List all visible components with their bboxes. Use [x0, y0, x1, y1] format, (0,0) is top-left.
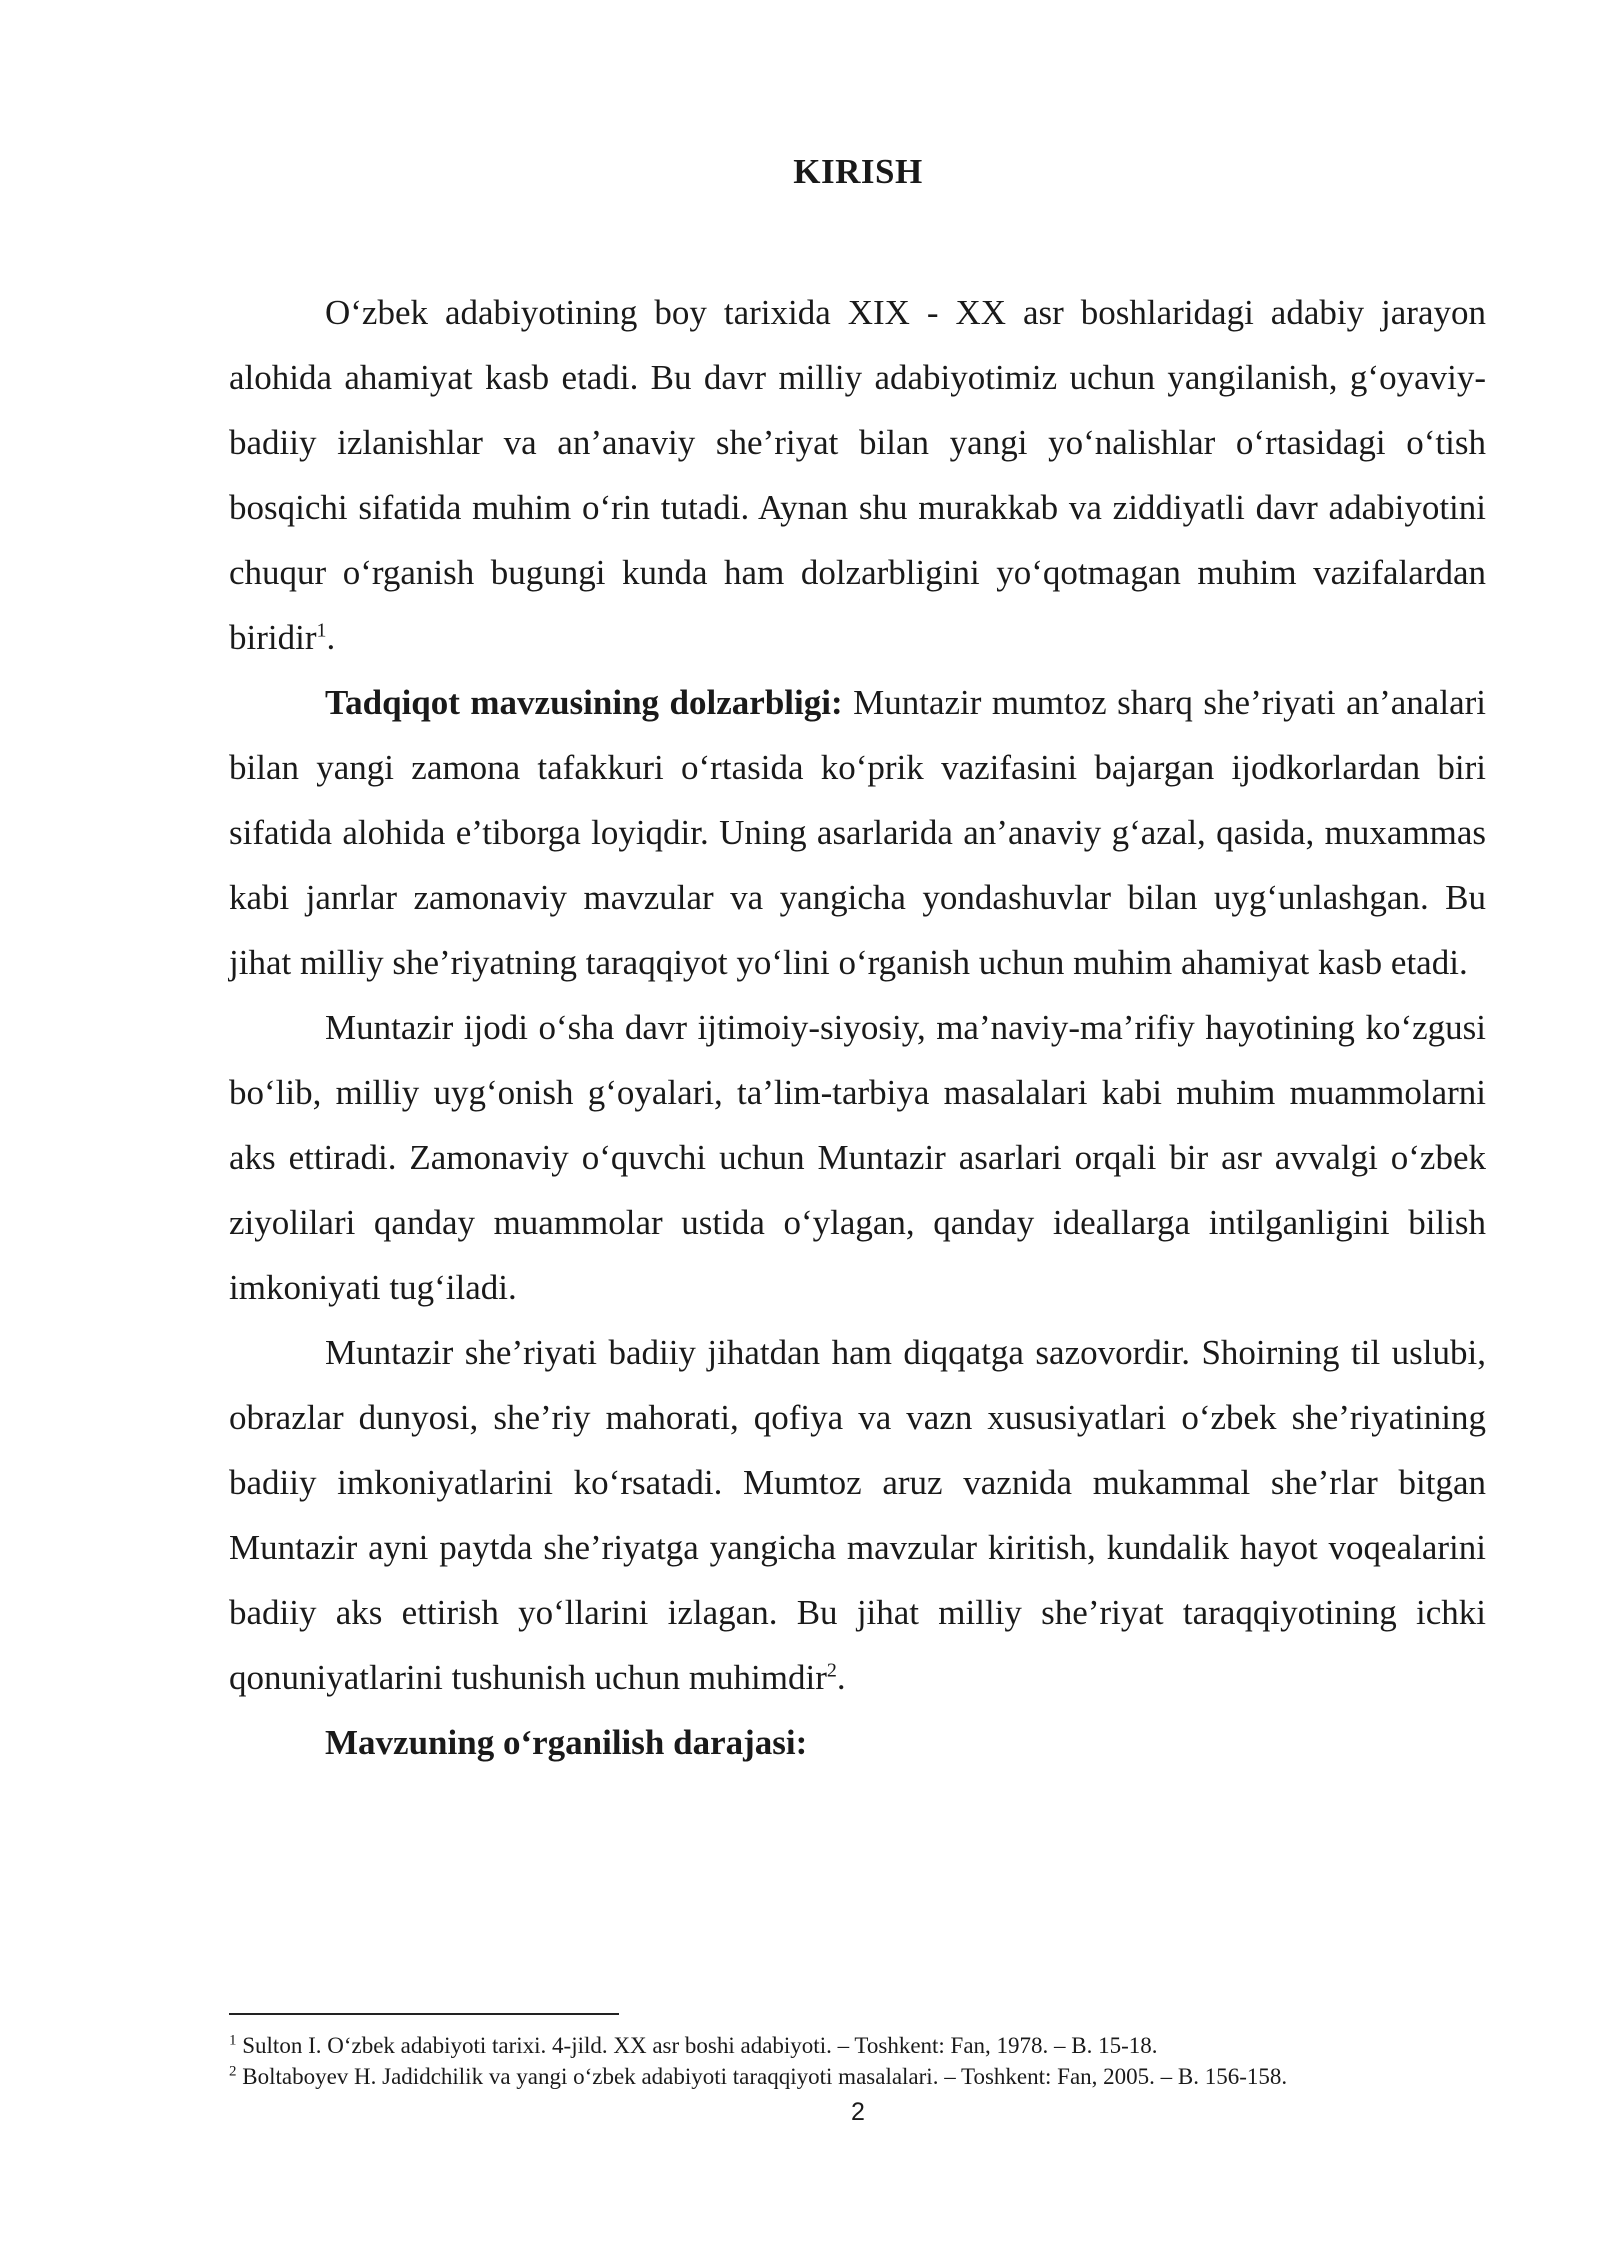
paragraph-text: Muntazir ijodi o‘sha davr ijtimoiy-siyosiy, ma’naviy-ma’rifiy hayotining ko‘zgusi bo‘lib, milliy uyg‘onish g‘oyalari, ta’lim-tarbiya masalalari kabi muhim muammolarni aks ettiradi. Zamonaviy o‘quvchi uchun Muntazir asarlari orqali bir asr avvalgi o‘zbek ziyolilari qanday muammolar ustida o‘ylagan, qanday ideallarga intilganligini bilish imkoniyati tug‘iladi.	[229, 1008, 1486, 1307]
footnote-mark: 1	[229, 2032, 237, 2049]
paragraph-intro	[229, 280, 1486, 670]
paragraph-text: Muntazir mumtoz sharq she’riyati an’analari bilan yangi zamona tafakkuri o‘rtasida ko‘prik vazifasini bajargan ijodkorlardan biri sifatida alohida e’tiborga loyiqdir. Uning asarlarida an’anaviy g‘azal, qasida, muxammas kabi janrlar zamonaviy mavzular va yangicha yondashuvlar bilan uyg‘unlashgan. Bu jihat milliy she’riyatning taraqqiyot yo‘lini o‘rganish uchun muhim ahamiyat kasb etadi.	[229, 683, 1486, 982]
paragraph-text: Muntazir she’riyati badiiy jihatdan ham diqqatga sazovordir. Shoirning til uslubi, obrazlar dunyosi, she’riy mahorati, qofiya va vazn xususiyatlari o‘zbek she’riyatining badiiy imkoniyatlarini ko‘rsatadi. Mumtoz aruz vaznida mukammal she’rlar bitgan Muntazir ayni paytda she’riyatga yangicha mavzular kiritish, kundalik hayot voqealarini badiiy aks ettirish yo‘llarini izlagan. Bu jihat milliy she’riyat taraqqiyotining ichki qonuniyatlarini tushunish uchun muhimdir	[229, 1333, 1486, 1697]
paragraph-end: .	[836, 1658, 846, 1697]
footnote-text: Boltaboyev H. Jadidchilik va yangi o‘zbek adabiyoti taraqqiyoti masalalari. – Toshkent: Fan, 2005. – B. 156-158.	[236, 2064, 1288, 2089]
paragraph-end: .	[326, 618, 336, 657]
paragraph-social-life	[229, 995, 1486, 1320]
footnote-ref[interactable]: 1	[316, 619, 327, 642]
footnote-mark: 2	[229, 2063, 237, 2080]
footnote-ref[interactable]: 2	[826, 1659, 837, 1682]
footnotes	[229, 2030, 1529, 2092]
paragraph-relevance	[229, 670, 1486, 995]
paragraph-study-level	[229, 1710, 1486, 1775]
footnote-text: Sulton I. O‘zbek adabiyoti tarixi. 4-jild. XX asr boshi adabiyoti. – Toshkent: Fan, 1978. – B. 15-18.	[236, 2033, 1158, 2058]
run-in-heading: Tadqiqot mavzusining dolzarbligi:	[325, 683, 843, 722]
paragraph-artistry	[229, 1320, 1486, 1710]
paragraph-text: O‘zbek adabiyotining boy tarixida XIX - XX asr boshlaridagi adabiy jarayon alohida ahamiyat kasb etadi. Bu davr milliy adabiyotimiz uchun yangilanish, g‘oyaviy-badiiy izlanishlar va an’anaviy she’riyat bilan yangi yo‘nalishlar o‘rtasidagi o‘tish bosqichi sifatida muhim o‘rin tutadi. Aynan shu murakkab va ziddiyatli davr adabiyotini chuqur o‘rganish bugungi kunda ham dolzarbligini yo‘qotmagan muhim vazifalardan biridir	[229, 293, 1486, 657]
body-text	[229, 280, 1486, 1775]
footnote-1	[229, 2030, 1529, 2061]
footnote-separator	[229, 2013, 619, 2015]
run-in-heading: Mavzuning o‘rganilish darajasi:	[325, 1723, 808, 1762]
page-number: 2	[851, 2098, 865, 2126]
footnote-2	[229, 2061, 1529, 2092]
section-heading: KIRISH	[793, 152, 923, 191]
